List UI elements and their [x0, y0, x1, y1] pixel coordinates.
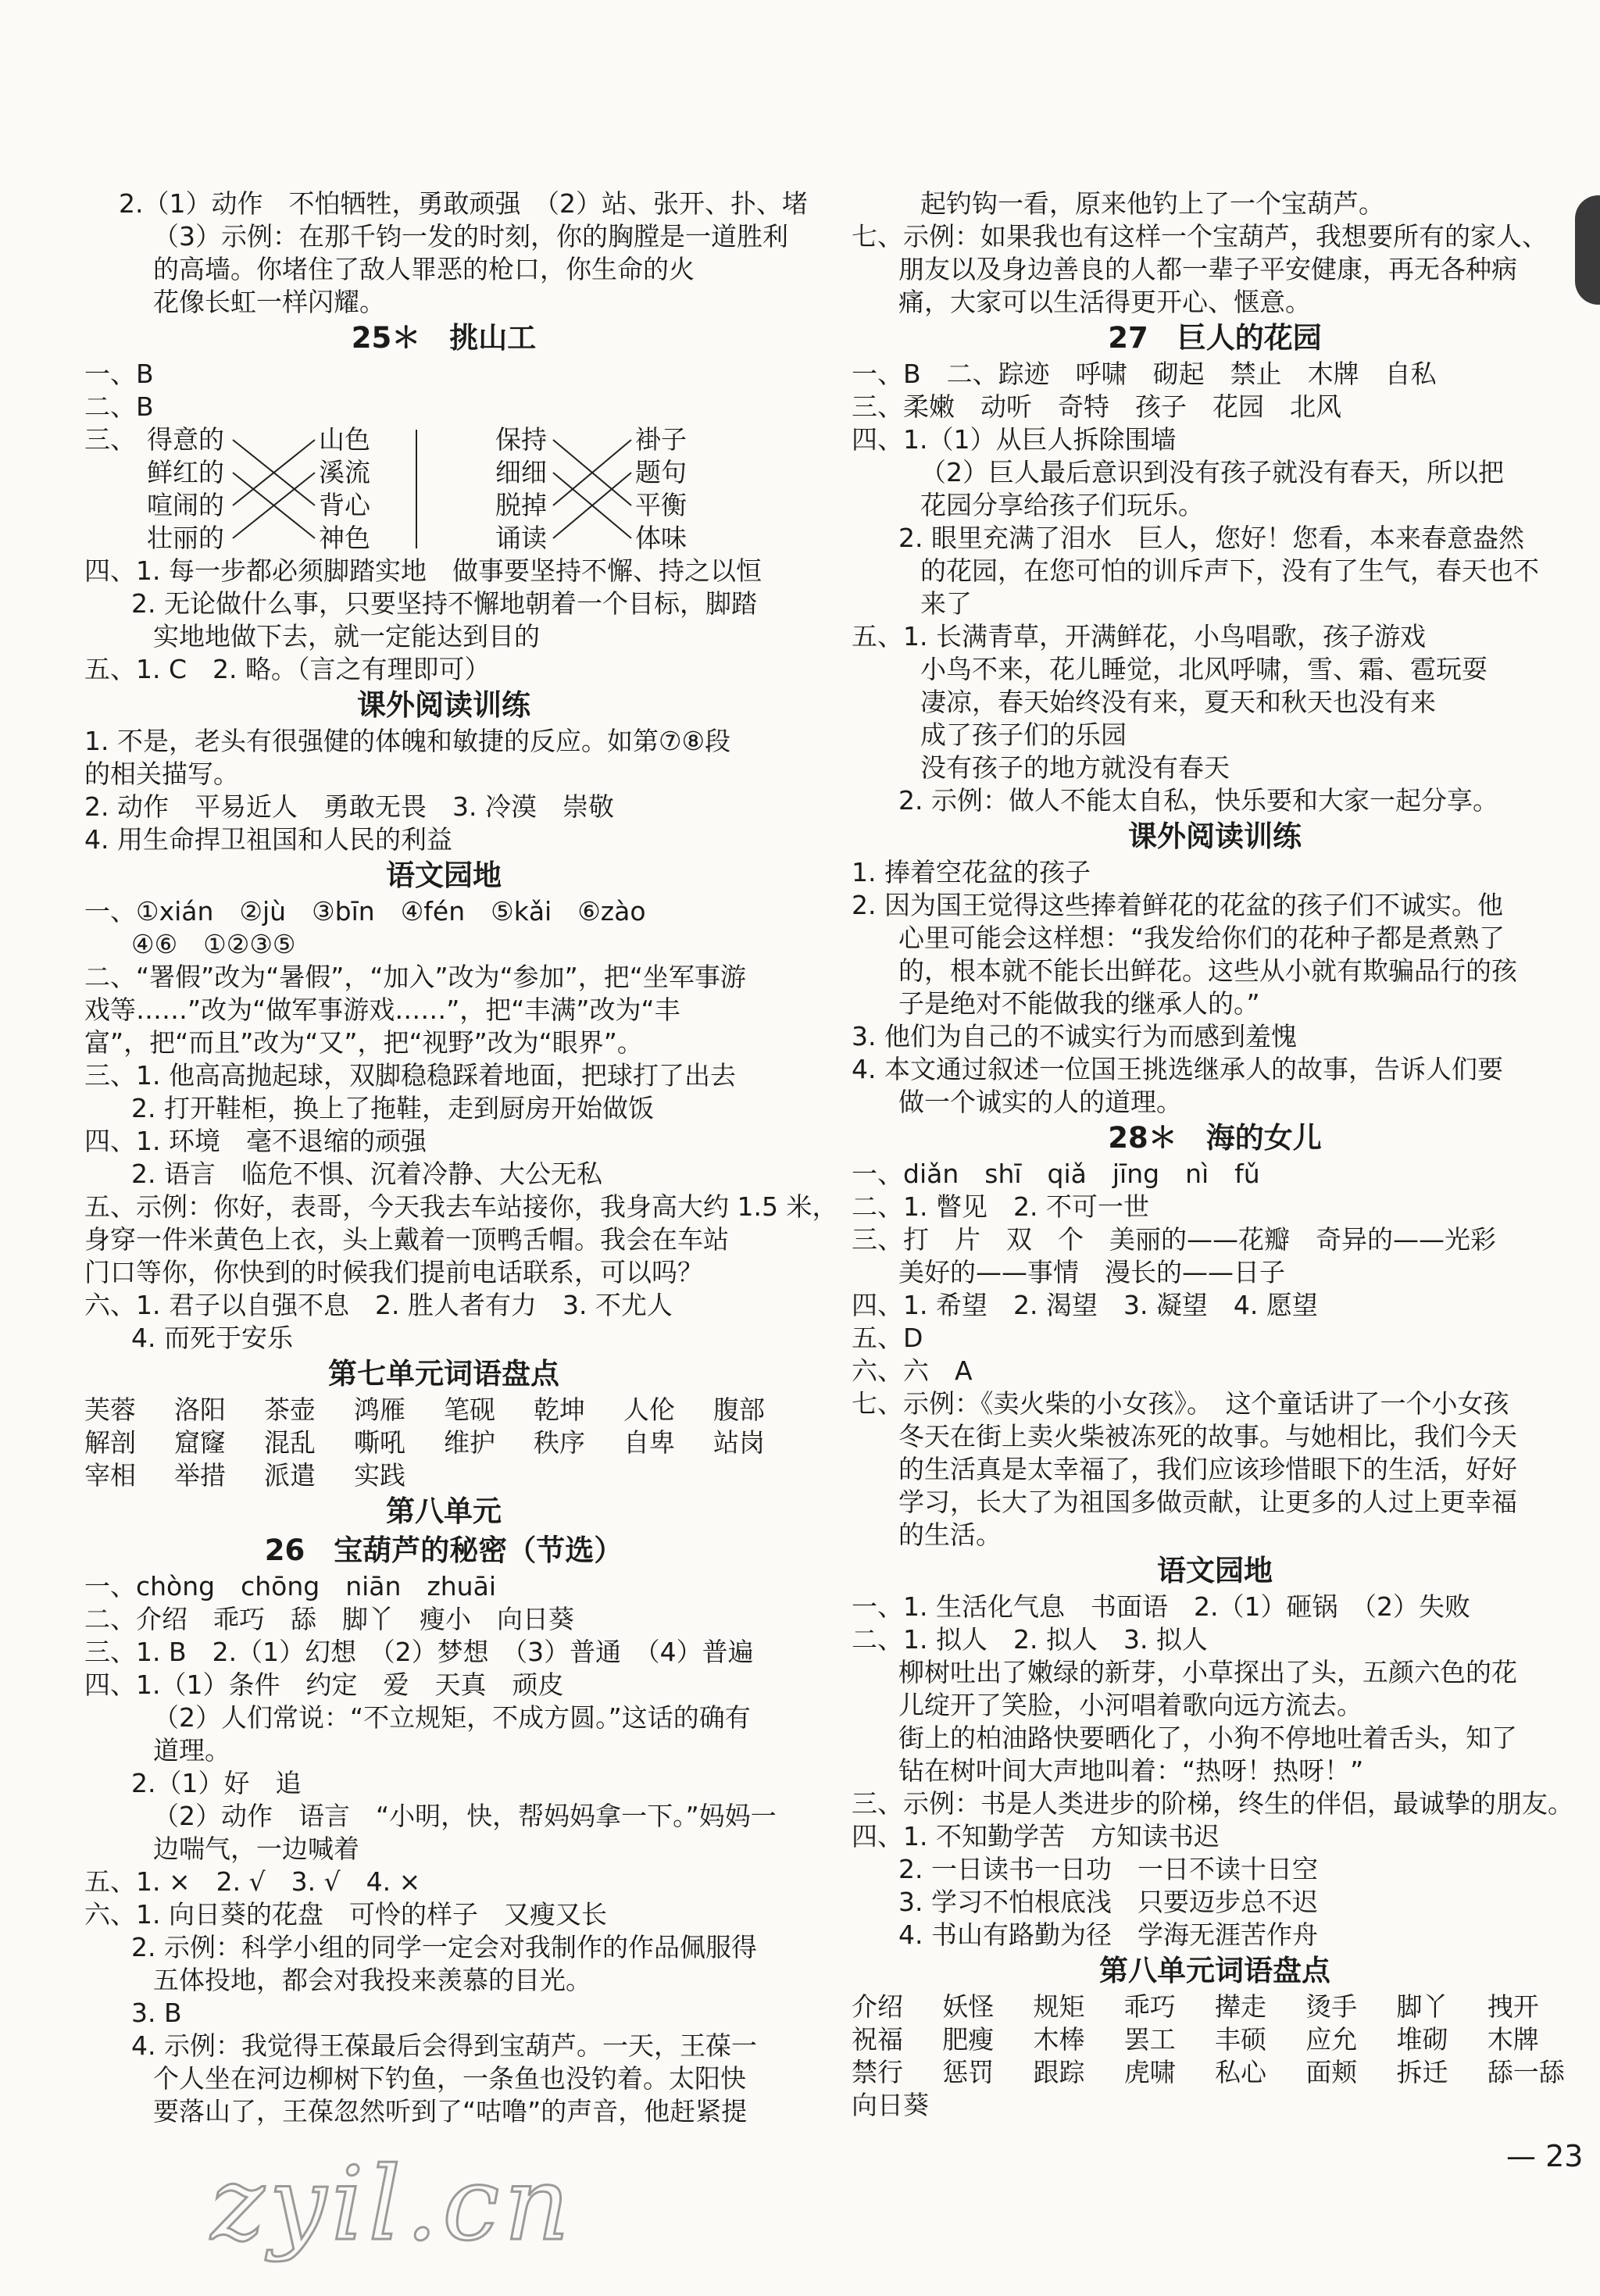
answer-line: 2.（1）好 追	[131, 1768, 302, 1798]
answer-line: 花像长虹一样闪耀。	[153, 287, 385, 317]
answer-line: （2）巨人最后意识到没有孩子就没有春天，所以把	[920, 457, 1504, 487]
answer-line: 4. 本文通过叙述一位国王挑选继承人的故事，告诉人们要	[852, 1054, 1503, 1084]
match-left-item: 得意的	[147, 424, 224, 455]
unit-7-words-title: 第七单元词语盘点	[328, 1357, 559, 1391]
answer-line: 柳树吐出了嫩绿的新芽，小草探出了头，五颜六色的花	[898, 1657, 1517, 1687]
vocab-word: 舔一舔	[1487, 2057, 1565, 2087]
answer-line: 四、1. 每一步都必须脚踏实地 做事要坚持不懈、持之以恒	[84, 555, 762, 586]
answer-line: 成了孩子们的乐园	[920, 720, 1127, 750]
answer-line: 2. 动作 平易近人 勇敢无畏 3. 冷漠 崇敬	[84, 791, 614, 822]
answer-line: 的生活真是太幸福了，我们应该珍惜眼下的生活，好好	[898, 1454, 1517, 1484]
answer-line: 心里可能会这样想：“我发给你们的花种子都是煮熟了	[898, 923, 1505, 953]
vocab-word: 窟窿	[174, 1427, 226, 1458]
vocab-word: 人伦	[623, 1394, 675, 1425]
lesson-28-title: 28＊ 海的女儿	[1108, 1121, 1322, 1155]
answer-line: 六、1. 向日葵的花盘 可怜的样子 又瘦又长	[84, 1899, 607, 1930]
vocab-word: 面颊	[1305, 2057, 1358, 2087]
answer-line: 一、B 二、踪迹 呼啸 砌起 禁止 木牌 自私	[852, 359, 1437, 389]
vocab-word: 混乱	[264, 1427, 316, 1458]
word-matching-exercise	[84, 423, 803, 555]
right-column	[852, 187, 1578, 2122]
answer-line: 富”，把“而且”改为“又”，把“视野”改为“眼界”。	[84, 1027, 643, 1058]
vocab-word: 嘶吼	[354, 1427, 405, 1458]
vocab-word: 乖巧	[1123, 1991, 1176, 2022]
answer-line: 2. 语言 临危不惧、沉着冷静、大公无私	[131, 1159, 602, 1189]
unit-8-title: 第八单元	[386, 1494, 502, 1528]
answer-line: 要落山了，王葆忽然听到了“咕噜”的声音，他赶紧提	[153, 2096, 748, 2126]
vocab-word: 实践	[354, 1460, 405, 1491]
vocab-word: 站岗	[713, 1427, 765, 1458]
answer-line: （3）示例：在那千钧一发的时刻，你的胸膛是一道胜利	[153, 221, 788, 252]
match-right-item: 褂子	[635, 424, 687, 455]
answer-line: 1. 不是，老头有很强健的体魄和敏捷的反应。如第⑦⑧段	[84, 726, 731, 756]
answer-line: 2. 示例：科学小组的同学一定会对我制作的作品佩服得	[131, 1932, 757, 1962]
match-right-item: 山色	[319, 424, 370, 455]
answer-line: 美好的——事情 漫长的——日子	[898, 1257, 1285, 1287]
corner-tab-marker	[1575, 195, 1600, 305]
vocab-word: 洛阳	[174, 1394, 226, 1425]
answer-line: 一、①xián ②jù ③bīn ④fén ⑤kǎi ⑥zào	[84, 896, 646, 927]
answer-line: 3. 他们为自己的不诚实行为而感到羞愧	[852, 1021, 1297, 1052]
answer-line: 小鸟不来，花儿睡觉，北风呼啸，雪、霜、雹玩耍	[920, 654, 1488, 684]
answer-line: 二、1. 瞥见 2. 不可一世	[852, 1191, 1149, 1222]
match-right-item: 平衡	[635, 490, 687, 520]
match-left-item: 保持	[495, 424, 547, 455]
unit-8-word-grid	[852, 1991, 1578, 2122]
vocab-word: 祝福	[852, 2024, 903, 2055]
vocab-word: 芙蓉	[84, 1394, 136, 1425]
vocab-word: 私心	[1215, 2057, 1266, 2087]
answer-line: 四、1. 不知勤学苦 方知读书迟	[852, 1821, 1220, 1851]
vocab-word: 派遣	[264, 1460, 316, 1491]
answer-line: 戏等……”改为“做军事游戏……”，把“丰满”改为“丰	[84, 994, 680, 1025]
answer-line: 三、示例：书是人类进步的阶梯，终生的伴侣，最诚挚的朋友。	[852, 1788, 1573, 1819]
answer-line: 4. 用生命捍卫祖国和人民的利益	[84, 824, 452, 855]
vocab-word: 撵走	[1215, 1991, 1266, 2022]
answer-line: 三、柔嫩 动听 奇特 孩子 花园 北风	[852, 391, 1341, 422]
answer-line: 三、1. B 2.（1）幻想 （2）梦想 （3）普通 （4）普遍	[84, 1637, 754, 1667]
answer-line: 痛，大家可以生活得更开心、惬意。	[898, 287, 1311, 317]
answer-line: 2. 打开鞋柜，换上了拖鞋，走到厨房开始做饭	[131, 1093, 654, 1123]
answer-line: 三、打 片 双 个 美丽的——花瓣 奇异的——光彩	[852, 1224, 1496, 1255]
match-right-item: 神色	[319, 523, 370, 553]
answer-line: 学习，长大了为祖国多做贡献，让更多的人过上更幸福	[898, 1487, 1517, 1517]
left-column	[84, 187, 838, 2128]
answer-line: 七、示例：《卖火柴的小女孩》。 这个童话讲了一个小女孩	[852, 1388, 1509, 1419]
answer-line: 街上的柏油路快要晒化了，小狗不停地吐着舌头，知了	[898, 1723, 1517, 1753]
vocab-word: 宰相	[84, 1460, 136, 1491]
answer-line: ④⑥ ①②③⑤	[131, 929, 296, 959]
vocab-word: 妖怪	[942, 1991, 995, 2022]
answer-line: 2. 眼里充满了泪水 巨人，您好！您看，本来春意盎然	[898, 523, 1524, 553]
answer-line: 冬天在街上卖火柴被冻死的故事。与她相比，我们今天	[898, 1421, 1517, 1452]
vocab-word: 鸿雁	[354, 1394, 405, 1425]
answer-line: 七、示例：如果我也有这样一个宝葫芦，我想要所有的家人、	[852, 221, 1548, 252]
lesson-27-title: 27 巨人的花园	[1108, 321, 1322, 355]
lesson-25-title: 25＊ 挑山工	[351, 321, 537, 355]
answer-line: 4. 而死于安乐	[131, 1323, 293, 1353]
match-left-item: 喧闹的	[147, 490, 224, 520]
answer-line: 二、“署假”改为“暑假”，“加入”改为“参加”，把“坐军事游	[84, 962, 746, 992]
match-right-item: 背心	[319, 490, 370, 520]
unit-8-words-title: 第八单元词语盘点	[1099, 1954, 1330, 1987]
vocab-word: 脚丫	[1396, 1991, 1448, 2022]
answer-line: 的相关描写。	[84, 759, 239, 789]
answer-line: 三、1. 他高高抛起球，双脚稳稳踩着地面，把球打了出去	[84, 1060, 736, 1091]
reading-section-title: 课外阅读训练	[1128, 819, 1302, 853]
answer-line: 六、1. 君子以自强不息 2. 胜人者有力 3. 不尤人	[84, 1290, 673, 1320]
chinese-garden-title: 语文园地	[1157, 1554, 1273, 1587]
answer-line: 2.（1）动作 不怕牺牲，勇敢顽强 （2）站、张开、扑、堵	[119, 188, 808, 219]
answer-line: 子是绝对不能做我的继承人的。”	[898, 988, 1260, 1019]
answer-line: 凄凉，春天始终没有来，夏天和秋天也没有来	[920, 687, 1436, 717]
vocab-word: 解剖	[84, 1427, 136, 1458]
vocab-word: 禁行	[852, 2057, 903, 2087]
answer-line: 门口等你，你快到的时候我们提前电话联系，可以吗？	[84, 1257, 703, 1287]
answer-line: 2. 示例：做人不能太自私，快乐要和大家一起分享。	[898, 785, 1498, 816]
vocab-word: 惩罚	[942, 2057, 995, 2087]
answer-line: 花园分享给孩子们玩乐。	[920, 490, 1204, 520]
vocab-word: 自卑	[623, 1427, 675, 1458]
answer-line: 四、1. 环境 毫不退缩的顽强	[84, 1126, 427, 1156]
answer-line: 做一个诚实的人的道理。	[898, 1087, 1182, 1117]
vocab-word: 乾坤	[534, 1394, 585, 1425]
vocab-word: 跟踪	[1033, 2057, 1085, 2087]
answer-line: （2）动作 语言 “小明，快，帮妈妈拿一下。”妈妈一	[153, 1801, 777, 1831]
answer-line: 实地地做下去，就一定能达到目的	[153, 621, 540, 652]
answer-line: 3. 学习不怕根底浅 只要迈步总不迟	[898, 1887, 1318, 1917]
answer-line: 4. 书山有路勤为径 学海无涯苦作舟	[898, 1919, 1318, 1950]
answer-line: 六、六 A	[852, 1355, 973, 1386]
answer-line: 四、1.（1）从巨人拆除围墙	[852, 424, 1177, 455]
match-right-item: 题句	[635, 457, 687, 487]
answer-line: 边喘气，一边喊着	[153, 1834, 359, 1864]
answer-line: 五、1. × 2. √ 3. √ 4. ×	[84, 1866, 421, 1897]
vocab-word: 应允	[1305, 2024, 1358, 2055]
chinese-garden-title: 语文园地	[386, 859, 502, 892]
answer-line: 一、diǎn shī qiǎ jīng nì fǔ	[852, 1159, 1260, 1189]
answer-line: 二、介绍 乖巧 舔 脚丫 瘦小 向日葵	[84, 1604, 574, 1634]
answer-line: 二、B	[84, 391, 154, 422]
answer-line: 钻在树叶间大声地叫着：“热呀！热呀！”	[898, 1755, 1364, 1786]
answer-line: 道理。	[153, 1735, 230, 1766]
answer-line: 2. 因为国王觉得这些捧着鲜花的花盆的孩子们不诚实。他	[852, 890, 1503, 920]
vocab-word: 笔砚	[444, 1394, 495, 1425]
answer-line: 五、D	[852, 1323, 923, 1353]
vocab-word: 维护	[444, 1427, 495, 1458]
answer-line: 四、1. 希望 2. 渴望 3. 凝望 4. 愿望	[852, 1290, 1318, 1320]
answer-line: 朋友以及身边善良的人都一辈子平安健康，再无各种病	[898, 254, 1517, 284]
answer-line: 五体投地，都会对我投来羡慕的目光。	[153, 1965, 591, 1995]
answer-line: 一、1. 生活化气息 书面语 2.（1）砸锅 （2）失败	[852, 1591, 1470, 1622]
answer-line: 4. 示例：我觉得王葆最后会得到宝葫芦。一天，王葆一	[131, 2030, 757, 2061]
answer-line: 的高墙。你堵住了敌人罪恶的枪口，你生命的火	[153, 254, 695, 284]
answer-line: 的生活。	[898, 1519, 1002, 1550]
answer-line: 没有孩子的地方就没有春天	[920, 752, 1230, 783]
vocab-word: 虎啸	[1123, 2057, 1176, 2087]
answer-line: 一、chòng chōng niān zhuāi	[84, 1571, 496, 1601]
vocab-word: 茶壶	[264, 1394, 316, 1425]
vocab-word: 木棒	[1033, 2024, 1085, 2055]
vocab-word: 木牌	[1487, 2024, 1539, 2055]
vocab-word: 规矩	[1033, 1991, 1085, 2022]
answer-line: 的，根本就不能长出鲜花。这些从小就有欺骗品行的孩	[898, 955, 1517, 986]
vocab-word: 肥瘦	[942, 2024, 995, 2055]
answer-line: 个人坐在河边柳树下钓鱼，一条鱼也没钓着。太阳快	[153, 2063, 746, 2094]
vocab-word: 堆砌	[1396, 2024, 1448, 2055]
vocab-word: 秩序	[534, 1427, 585, 1458]
answer-line: 四、1.（1）条件 约定 爱 天真 顽皮	[84, 1669, 564, 1700]
vocab-word: 烫手	[1305, 1991, 1358, 2022]
answer-line: 五、1. 长满青草，开满鲜花，小鸟唱歌，孩子游戏	[852, 621, 1426, 652]
answer-line: 身穿一件米黄色上衣，头上戴着一顶鸭舌帽。我会在车站	[84, 1224, 729, 1255]
vocab-word: 向日葵	[852, 2090, 929, 2120]
lesson-26-title: 26 宝葫芦的秘密（节选）	[264, 1534, 623, 1567]
page-number: — 23	[1506, 2139, 1584, 2173]
answer-line: 一、B	[84, 359, 154, 389]
answer-line: 起钓钩一看，原来他钓上了一个宝葫芦。	[920, 188, 1384, 219]
answer-line: 儿绽开了笑脸，小河唱着歌向远方流去。	[898, 1690, 1362, 1720]
vocab-word: 介绍	[852, 1991, 903, 2022]
reading-section-title: 课外阅读训练	[357, 688, 530, 722]
answer-line: 二、1. 拟人 2. 拟人 3. 拟人	[852, 1624, 1208, 1655]
match-left-item: 细细	[495, 457, 547, 487]
answer-line: 1. 捧着空花盆的孩子	[852, 857, 1091, 887]
vocab-word: 举措	[174, 1460, 226, 1491]
match-left-item: 诵读	[495, 523, 547, 553]
unit-7-word-grid	[84, 1394, 803, 1492]
match-right-item: 溪流	[319, 457, 370, 487]
answer-line: 五、1. C 2. 略。（言之有理即可）	[84, 654, 491, 684]
answer-line: 五、示例：你好，表哥，今天我去车站接你，我身高大约 1.5 米，	[84, 1191, 838, 1222]
match-right-item: 体味	[635, 523, 687, 553]
answer-line: 3. B	[131, 1998, 182, 2028]
answer-line: 的花园，在您可怕的训斥声下，没有了生气，春天也不	[920, 555, 1539, 586]
vocab-word: 拽开	[1487, 1991, 1539, 2022]
watermark: zyil.cn	[211, 2144, 574, 2263]
answer-line: 2. 一日读书一日功 一日不读十日空	[898, 1854, 1318, 1884]
answer-line: （2）人们常说：“不立规矩，不成方圆。”这话的确有	[153, 1702, 751, 1733]
vocab-word: 腹部	[713, 1394, 765, 1425]
answer-line: 来了	[920, 588, 972, 619]
match-left-item: 鲜红的	[147, 457, 224, 487]
answer-line: 2. 无论做什么事，只要坚持不懈地朝着一个目标，脚踏	[131, 588, 757, 619]
item-prefix: 三、	[84, 424, 136, 455]
match-left-item: 壮丽的	[147, 523, 224, 553]
vocab-word: 拆迁	[1396, 2057, 1448, 2087]
match-left-item: 脱掉	[495, 490, 547, 520]
vocab-word: 罢工	[1123, 2024, 1176, 2055]
vocab-word: 丰硕	[1215, 2024, 1266, 2055]
